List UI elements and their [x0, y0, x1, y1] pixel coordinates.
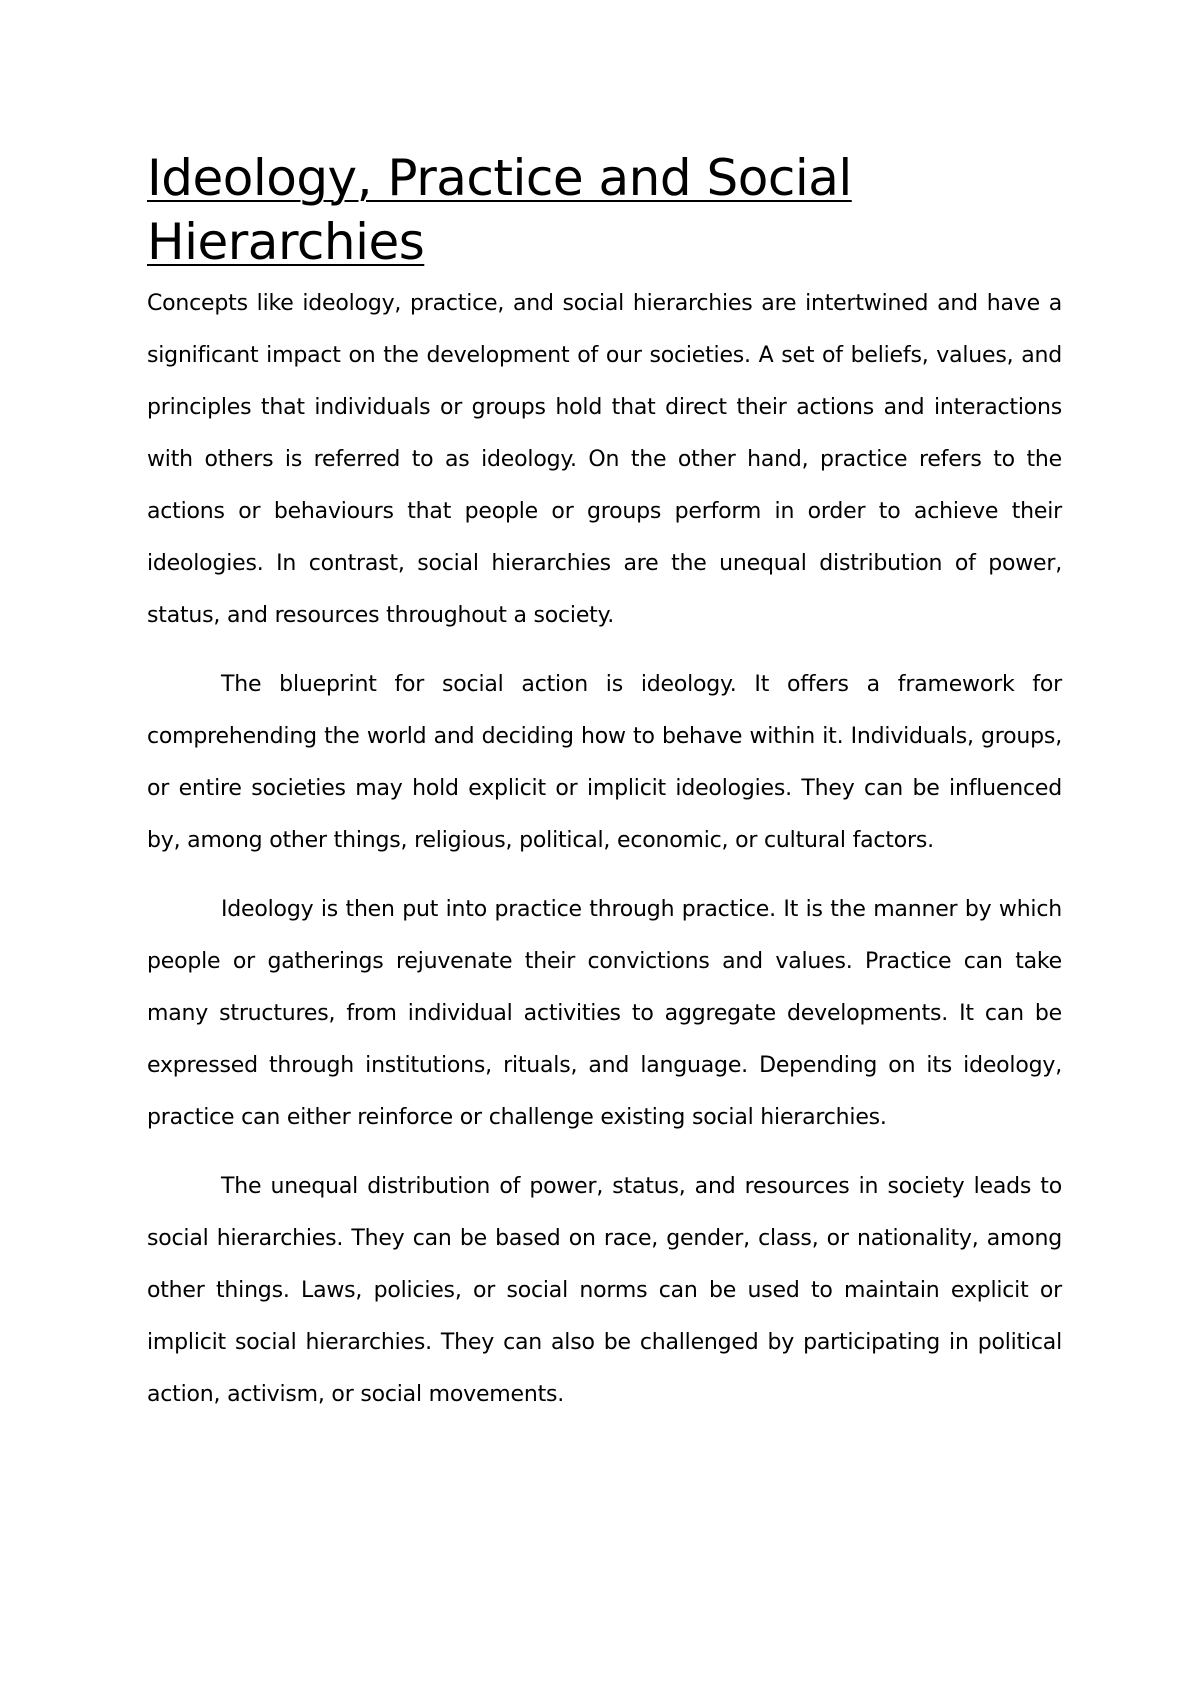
paragraph-intro: Concepts like ideology, practice, and social hierarchies are intertwined and have a significant impact on the development of our societies. A set of beliefs, values, and principles that individuals or groups hold that direct their actions and interactions with others is referred to as ideology. On the other hand, practice refers to the actions or behaviours that people or groups perform in order to achieve their ideologies. In contrast, social hierarchies are the unequal distribution of power, status, and resources throughout a society. — [147, 291, 1062, 628]
paragraph-social-hierarchies: The unequal distribution of power, status, and resources in society leads to social hierarchies. They can be based on race, gender, class, or nationality, among other things. Laws, policies, or social norms can be used to maintain explicit or implicit social hierarchies. They can also be challenged by participating in political action, activism, or social movements. — [147, 1174, 1062, 1407]
document-title: Ideology, Practice and Social Hierarchies — [147, 149, 852, 271]
paragraph-practice: Ideology is then put into practice through practice. It is the manner by which people or gatherings rejuvenate their convictions and values. Practice can take many structures, from individual activities to aggregate developments. It can be expressed through institutions, rituals, and language. Depending on its ideology, practice can either reinforce or challenge existing social hierarchies. — [147, 897, 1062, 1130]
paragraph-ideology: The blueprint for social action is ideology. It offers a framework for comprehending the world and deciding how to behave within it. Individuals, groups, or entire societies may hold explicit or implicit ideologies. They can be influenced by, among other things, religious, political, economic, or cultural factors. — [147, 672, 1062, 853]
document-body — [147, 146, 1062, 1421]
